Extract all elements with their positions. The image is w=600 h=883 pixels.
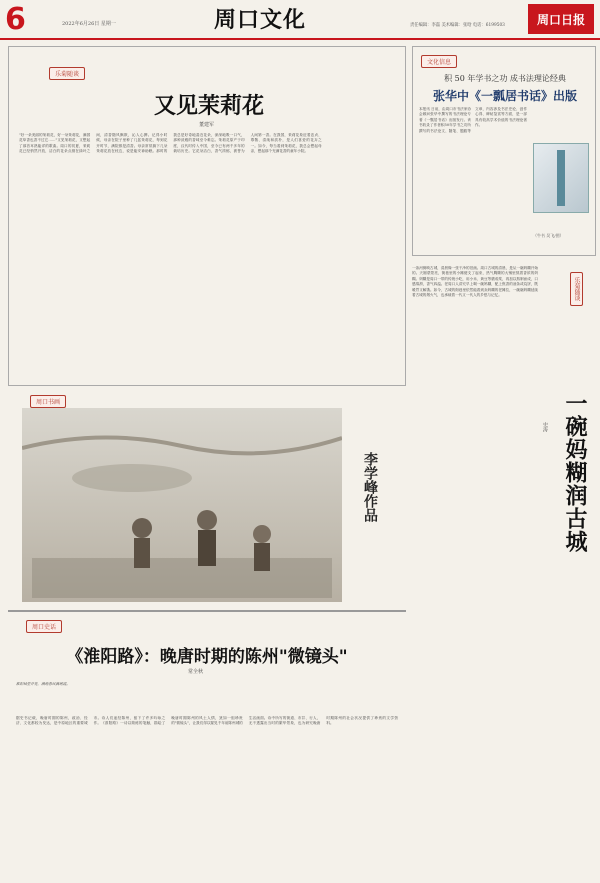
article-tag: 乐菊随谈 [49,67,85,80]
book-spine [557,150,565,206]
article-kicker: 积 50 年学书之功 成书法理论经典 [444,74,566,83]
article-title: 张华中《一瓢居书话》出版 [432,89,577,103]
painting [22,408,342,602]
brand-box [528,4,594,34]
art-section [8,392,406,604]
article-author: 常全秋 [188,669,204,675]
article-jasmine [8,46,406,386]
page-number: 6 [5,2,26,37]
art-tag: 周口书画 [30,395,66,408]
book-cover [533,143,589,213]
article-noodle [412,262,596,874]
art-credit: 李学峰作品 [362,452,378,522]
article-author: 史涛 [542,422,548,432]
editor-line: 责任编辑：李磊 美术编辑：张晗 电话：6199503 [410,23,505,28]
article-body: "好一朵美丽的茉莉花，好一朵茉莉花，满园花草香也香不过它……"又见茉莉花，又想起了那首耳熟能详的歌曲。周口的初夏，茉莉花已经悄然开放，洁白的花朵点缀在绿叶之间，清香随风飘散，沁人心脾。记得小时候，母亲在院子里种了几盆茉莉花，每到花开时节，满院都是清香。母亲常常摘下几朵茉莉花放在枕边，说是能安神助眠。那时的我总是好奇地凑近花朵，深深地吸一口气，那种淡雅的香味至今难忘。茉莉花原产于印度，汉代时传入中国，至今已有两千多年的栽培历史。它花朵洁白，香气浓郁，被誉为人间第一香。在我国，茉莉花象征着忠贞、尊敬、清纯和质朴，是人们喜爱的花卉之一。如今，每当看到茉莉花，我总会想起母亲，想起那个充满花香的童年小院。 [19,133,322,154]
article-tag: 周口史话 [26,620,62,633]
article-author: 董建军 [199,122,215,128]
book-caption: （牛书 吴飞/图） [533,233,564,238]
article-huaiyang [8,610,406,876]
article-body: 本报讯 日前，由周口市书法家协会顾问张华中撰写的书法理论专著《一瓢居书话》出版发行。该书收录了作者积50年学书之功所撰写的书法论文、随笔、题跋等文章，内容涉及书法史论、创作心得、碑帖鉴赏等方面，是一部具有较高学术价值的书法理论著作。 [419,107,527,133]
date-line: 2022年6月26日 星期一 [62,21,116,27]
brand-logo: 周口日报 [536,12,585,27]
article-tag: 文化信息 [421,55,457,68]
article-title: 又见茉莉花 [153,93,264,119]
article-tag: 乐菊随谈 [570,272,583,306]
article-book [412,46,596,256]
article-body: 一条河倒映古城，清晨像一张干净的旧画。周口古城的清晨，是从一碗妈糊开始的。天刚蒙蒙亮，街巷里的小摊便支了起来，热气腾腾的大锅里熬着香浓的妈糊。妈糊是周口一带的传统小吃，用小米、黄豆等磨成浆，再加以熬制而成，口感绵滑，香气四溢。老周口人讲究早上喝一碗妈糊，配上焦香的油条或烧饼，既暖胃又解饿。如今，古城的街巷里依然能看到卖妈糊的老摊位，一碗碗妈糊延续着古城的烟火气，也承载着一代又一代人的乡愁与记忆。 [412,266,538,298]
page-header [0,0,600,40]
article-title: 一碗妈糊润古城 [562,392,588,553]
painting-illustration [22,408,342,602]
article-epigraph: 淮阳城里开花，满地春风满地霞。 [16,682,70,686]
article-body: 据史书记载，晚唐时期的陈州，政治、经济、文化都较为发达，是中原地区的重要城市。诗人们途经陈州，留下了许多吟咏之作。《淮阳路》一诗以简练的笔触，描绘了晚唐时期陈州的风土人情，犹如一组珍贵的"微镜头"，让我们得以窥见千年前陈州城的生活画面。诗中所写的街道、市井、行人，无不透露出当时的繁华景象，也为研究晚唐时期陈州的社会状况提供了珍贵的文学资料。 [16,716,398,726]
header-rule [0,38,600,40]
section-title: 周口文化 [214,7,307,33]
article-title: 《淮阳路》：晚唐时期的陈州"微镜头" [66,647,348,667]
